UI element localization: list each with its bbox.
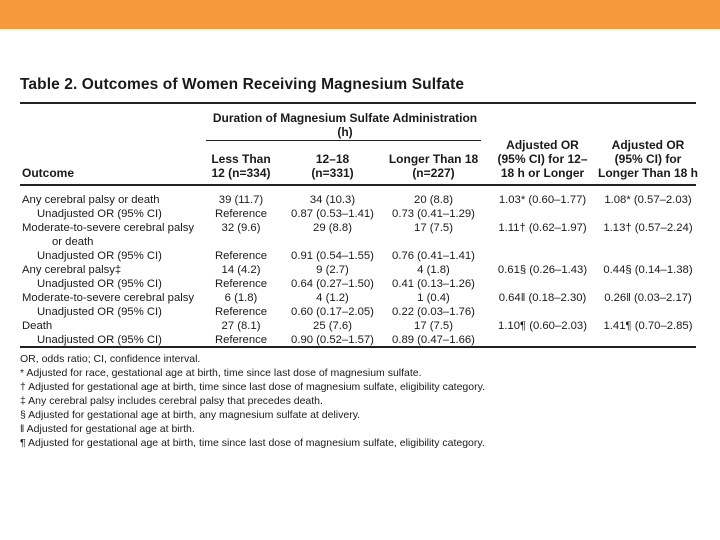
table-title: Table 2. Outcomes of Women Receiving Magnesium Sulfate (20, 76, 465, 93)
top-rule (20, 102, 696, 104)
cell-longer-than-18: 20 (8.8) (414, 194, 453, 206)
row-label: Unadjusted OR (95% CI) (37, 208, 162, 220)
header-bottom-rule (20, 184, 696, 186)
cell-longer-than-18: 0.73 (0.41–1.29) (392, 208, 475, 220)
cell-adjusted-or-12-18: 1.03* (0.60–1.77) (498, 194, 587, 206)
cell-less-than-12: 27 (8.1) (221, 320, 261, 332)
cell-longer-than-18: 0.41 (0.13–1.26) (392, 278, 475, 290)
cell-less-than-12: Reference (214, 250, 268, 262)
slide-accent-bar (0, 0, 720, 29)
cell-longer-than-18: 4 (1.8) (417, 264, 450, 276)
cell-less-than-12: Reference (214, 334, 268, 346)
cell-12-18: 0.90 (0.52–1.57) (291, 334, 374, 346)
footnote-section: § Adjusted for gestational age at birth, any magnesium sulfate at delivery. (20, 409, 361, 421)
col-header-12-18: 12–18 (n=331) (311, 152, 354, 180)
cell-12-18: 9 (2.7) (316, 264, 349, 276)
footnote-double-dagger: ‡ Any cerebral palsy includes cerebral palsy that precedes death. (20, 395, 323, 407)
group-header: Duration of Magnesium Sulfate Administration (h) (212, 111, 478, 139)
cell-12-18: 0.64 (0.27–1.50) (291, 278, 374, 290)
cell-less-than-12: 14 (4.2) (221, 264, 261, 276)
row-label: Moderate-to-severe cerebral palsy (22, 292, 195, 304)
cell-longer-than-18: 0.89 (0.47–1.66) (392, 334, 475, 346)
row-label: Any cerebral palsy or death (22, 194, 160, 206)
row-label: Unadjusted OR (95% CI) (37, 306, 162, 318)
cell-12-18: 4 (1.2) (316, 292, 349, 304)
cell-longer-than-18: 0.76 (0.41–1.41) (392, 250, 475, 262)
cell-adjusted-or-12-18: 0.64‖ (0.18–2.30) (498, 292, 587, 304)
footnote-abbreviations: OR, odds ratio; CI, confidence interval. (20, 353, 201, 365)
cell-longer-than-18: 17 (7.5) (414, 222, 453, 234)
cell-less-than-12: Reference (214, 306, 268, 318)
row-label: Death (22, 320, 53, 332)
cell-less-than-12: 39 (11.7) (218, 194, 264, 206)
col-header-outcome: Outcome (22, 166, 75, 180)
cell-less-than-12: 32 (9.6) (221, 222, 261, 234)
cell-adjusted-or-gt18: 0.44§ (0.14–1.38) (603, 264, 693, 276)
col-header-longer-than-18: Longer Than 18 (n=227) (388, 152, 479, 180)
cell-adjusted-or-gt18: 1.13† (0.57–2.24) (603, 222, 693, 234)
cell-12-18: 25 (7.6) (313, 320, 352, 332)
footnote-parallel: ‖ Adjusted for gestational age at birth. (20, 423, 195, 435)
row-label: Unadjusted OR (95% CI) (37, 250, 162, 262)
cell-12-18: 0.60 (0.17–2.05) (291, 306, 374, 318)
cell-longer-than-18: 0.22 (0.03–1.76) (392, 306, 475, 318)
col-header-less-than-12: Less Than 12 (n=334) (211, 152, 271, 180)
cell-adjusted-or-12-18: 0.61§ (0.26–1.43) (497, 264, 588, 276)
col-header-adjusted-or-12-18: Adjusted OR (95% CI) for 12– 18 h or Longer (497, 138, 588, 180)
footnote-pilcrow: ¶ Adjusted for gestational age at birth, time since last dose of magnesium sulfate, eligibility category. (20, 437, 485, 449)
cell-12-18: 29 (8.8) (313, 222, 352, 234)
row-label: Any cerebral palsy‡ (22, 264, 122, 276)
row-label: Unadjusted OR (95% CI) (37, 334, 162, 346)
cell-12-18: 34 (10.3) (309, 194, 356, 206)
cell-less-than-12: Reference (214, 278, 268, 290)
col-header-adjusted-or-gt18: Adjusted OR (95% CI) for Longer Than 18 h (597, 138, 698, 180)
cell-12-18: 0.87 (0.53–1.41) (291, 208, 374, 220)
cell-12-18: 0.91 (0.54–1.55) (291, 250, 374, 262)
cell-adjusted-or-gt18: 0.26‖ (0.03–2.17) (604, 292, 692, 304)
cell-less-than-12: 6 (1.8) (224, 292, 258, 304)
footnote-asterisk: * Adjusted for race, gestational age at birth, time since last dose of magnesium sulfate. (20, 367, 422, 379)
cell-adjusted-or-gt18: 1.41¶ (0.70–2.85) (603, 320, 693, 332)
cell-longer-than-18: 17 (7.5) (414, 320, 453, 332)
row-label: Unadjusted OR (95% CI) (37, 278, 162, 290)
cell-adjusted-or-12-18: 1.10¶ (0.60–2.03) (498, 320, 587, 332)
row-label-continuation: or death (52, 236, 94, 248)
cell-longer-than-18: 1 (0.4) (417, 292, 450, 304)
group-header-rule (206, 140, 481, 141)
footnote-dagger: † Adjusted for gestational age at birth, time since last dose of magnesium sulfate, eligibility category. (20, 381, 485, 393)
cell-less-than-12: Reference (214, 208, 268, 220)
cell-adjusted-or-gt18: 1.08* (0.57–2.03) (604, 194, 692, 206)
cell-adjusted-or-12-18: 1.11† (0.62–1.97) (498, 222, 587, 234)
row-label: Moderate-to-severe cerebral palsy (22, 222, 195, 234)
